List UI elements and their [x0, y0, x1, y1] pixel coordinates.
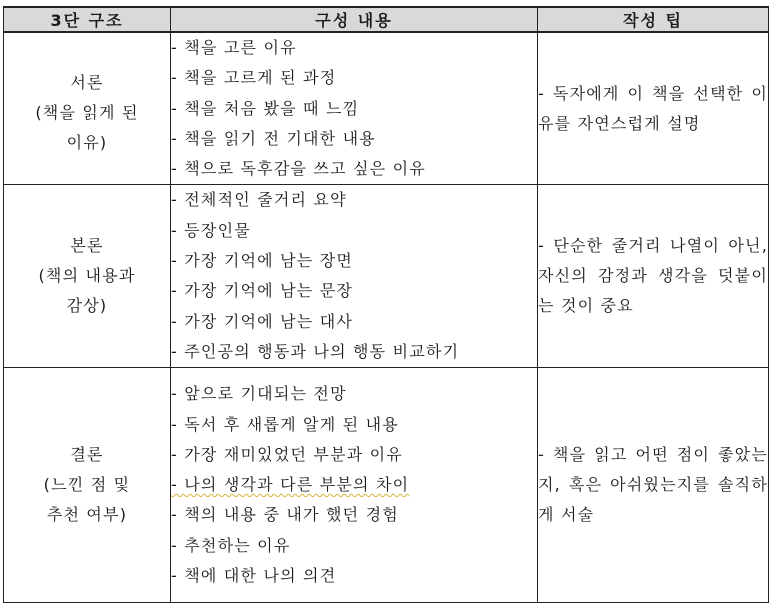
- content-item: - 책으로 독후감을 쓰고 싶은 이유: [171, 159, 426, 179]
- part-title: 서론: [70, 72, 104, 92]
- tip-cell: [538, 32, 769, 185]
- table-row-conclusion: [4, 368, 769, 603]
- content-item: - 가장 기억에 남는 문장: [171, 281, 354, 301]
- content-item: - 가장 기억에 남는 장면: [171, 251, 354, 271]
- table-header-row: [4, 7, 769, 32]
- content-cell: [171, 185, 538, 368]
- part-subtitle-line1: (느낀 점 및: [43, 475, 131, 495]
- content-item: - 가장 기억에 남는 대사: [171, 311, 354, 331]
- tip-text: - 단순한 줄거리 나열이 아닌, 자신의 감정과 생각을 덧붙이는 것이 중요: [538, 236, 768, 316]
- content-cell: [171, 32, 538, 185]
- content-item: - 앞으로 기대되는 전망: [171, 384, 347, 404]
- table-row-introduction: [4, 32, 769, 185]
- content-item: - 책을 읽기 전 기대한 내용: [171, 128, 376, 148]
- content-item: - 책에 대한 나의 의견: [171, 566, 337, 585]
- part-subtitle-line1: (책을 읽게 된: [35, 102, 139, 122]
- table-row-body: [4, 185, 769, 368]
- part-subtitle-line2: 추천 여부): [46, 505, 128, 525]
- content-item: - 책의 내용 중 내가 했던 경험: [171, 505, 399, 525]
- tip-text: - 독자에게 이 책을 선택한 이유를 자연스럽게 설명: [538, 83, 768, 133]
- content-item: - 주인공의 행동과 나의 행동 비교하기: [171, 341, 460, 361]
- part-subtitle-line2: 이유): [66, 132, 108, 152]
- header-structure: 3단 구조: [4, 7, 171, 32]
- part-subtitle-line1: (책의 내용과: [38, 266, 136, 286]
- tip-text: - 책을 읽고 어떤 점이 좋았는지, 혹은 아쉬웠는지를 솔직하게 서술: [538, 445, 768, 525]
- content-cell: [171, 368, 538, 603]
- content-item: - 등장인물: [171, 220, 251, 240]
- part-cell: [4, 185, 171, 368]
- part-cell: [4, 368, 171, 603]
- content-item: - 책을 처음 봤을 때 느낌: [171, 98, 360, 118]
- content-item: - 추천하는 이유: [171, 535, 291, 555]
- part-subtitle-line2: 감상): [66, 296, 108, 316]
- content-item: - 독서 후 새롭게 알게 된 내용: [171, 414, 399, 434]
- part-title: 본론: [70, 236, 104, 256]
- part-title: 결론: [70, 445, 104, 465]
- content-item: - 전체적인 줄거리 요약: [171, 190, 347, 210]
- content-item: - 책을 고른 이유: [171, 38, 297, 57]
- header-content: 구성 내용: [171, 7, 538, 32]
- content-item: - 책을 고르게 된 과정: [171, 68, 337, 88]
- content-item: - 가장 재미있었던 부분과 이유: [171, 444, 403, 464]
- tip-cell: [538, 185, 769, 368]
- book-report-structure-table: [3, 6, 769, 603]
- part-cell: [4, 32, 171, 185]
- header-tips: 작성 팁: [538, 7, 769, 32]
- tip-cell: [538, 368, 769, 603]
- content-item: - 나의 생각과 다른 부분의 차이: [171, 475, 410, 495]
